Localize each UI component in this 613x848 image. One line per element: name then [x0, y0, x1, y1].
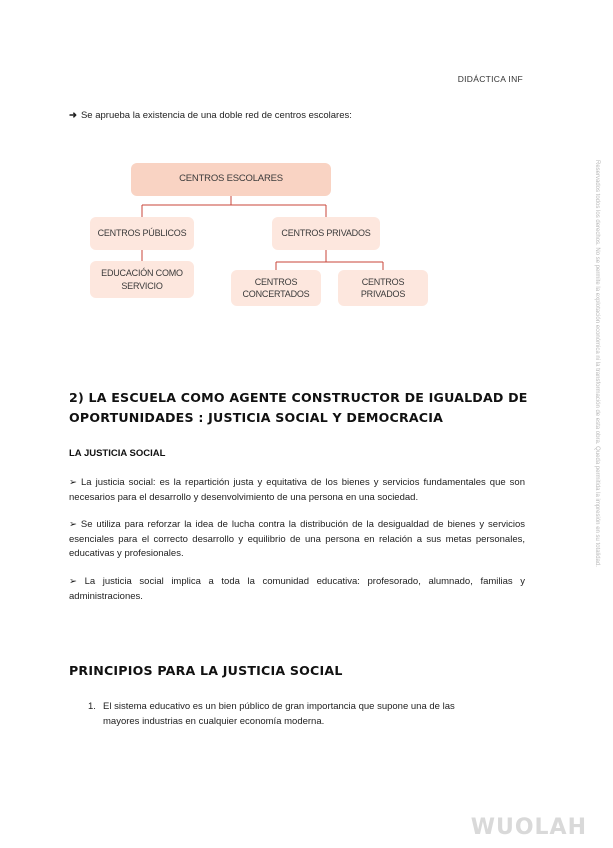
privados-child-label	[338, 270, 428, 306]
privados-label: CENTROS PRIVADOS	[281, 228, 371, 239]
concertados-label-line2: CONCERTADOS	[242, 289, 310, 299]
bullet-icon: ➢	[69, 519, 77, 530]
list-item-line2: mayores industrias en cualquier economía moderna.	[103, 715, 325, 727]
servicio-label-line2: SERVICIO	[121, 280, 163, 291]
paragraph-definition	[69, 476, 525, 505]
paragraph-community-text: La justicia social implica a toda la comunidad educativa: profesorado, alumnado, familias y administraciones.	[69, 576, 526, 602]
concertados-label	[231, 270, 321, 306]
servicio-label-line1: EDUCACIÓN COMO	[101, 268, 183, 279]
concertados-label-line1: CENTROS	[254, 276, 298, 287]
list-item-line1: El sistema educativo es un bien público de gran importancia que supone una de las	[103, 701, 455, 712]
paragraph-purpose	[69, 518, 525, 562]
side-watermark: Reservados todos los derechos. No se permite la explotación económica ni la transformación de esta obra. Queda permitida la impresión en su totalidad.	[594, 160, 600, 567]
section-2-title	[69, 388, 529, 428]
list-item	[88, 700, 525, 729]
servicio-label	[90, 261, 194, 298]
publicos-label: CENTROS PÚBLICOS	[97, 228, 187, 239]
intro-text: Se aprueba la existencia de una doble red de centros escolares:	[80, 110, 352, 121]
justicia-social-subtitle: LA JUSTICIA SOCIAL	[69, 448, 166, 459]
course-header: DIDÁCTICA INF	[457, 74, 523, 84]
privados-child-label-line2: PRIVADOS	[360, 289, 406, 299]
list-item-number: 1.	[88, 701, 96, 712]
paragraph-purpose-text: Se utiliza para reforzar la idea de lucha contra la distribución de la desigualdad de bienes y servicios esenciales para el correcto desarrollo y equilibrio de una persona en relación a sus metas personales, educativas y profesionales.	[69, 519, 526, 559]
root-label: CENTROS ESCOLARES	[179, 173, 283, 185]
bullet-icon: ➢	[69, 576, 77, 587]
section-3-title: PRINCIPIOS PARA LA JUSTICIA SOCIAL	[69, 663, 343, 678]
paragraph-definition-text: La justicia social: es la repartición justa y equitativa de los bienes y servicios fundamentales que son necesarios para el desarrollo y desenvolvimiento de una persona en una sociedad.	[69, 477, 525, 503]
privados-child-label-line1: CENTROS	[361, 276, 405, 287]
paragraph-community	[69, 575, 525, 604]
arrow-right-icon: ➜	[69, 110, 77, 121]
bullet-icon: ➢	[69, 477, 77, 488]
wuolah-logo: WUOLAH	[470, 815, 587, 840]
section-2-title-line2: OPORTUNIDADES : JUSTICIA SOCIAL Y DEMOCRACIA	[69, 410, 444, 425]
section-2-title-line1: 2) LA ESCUELA COMO AGENTE CONSTRUCTOR DE IGUALDAD DE	[69, 390, 528, 405]
